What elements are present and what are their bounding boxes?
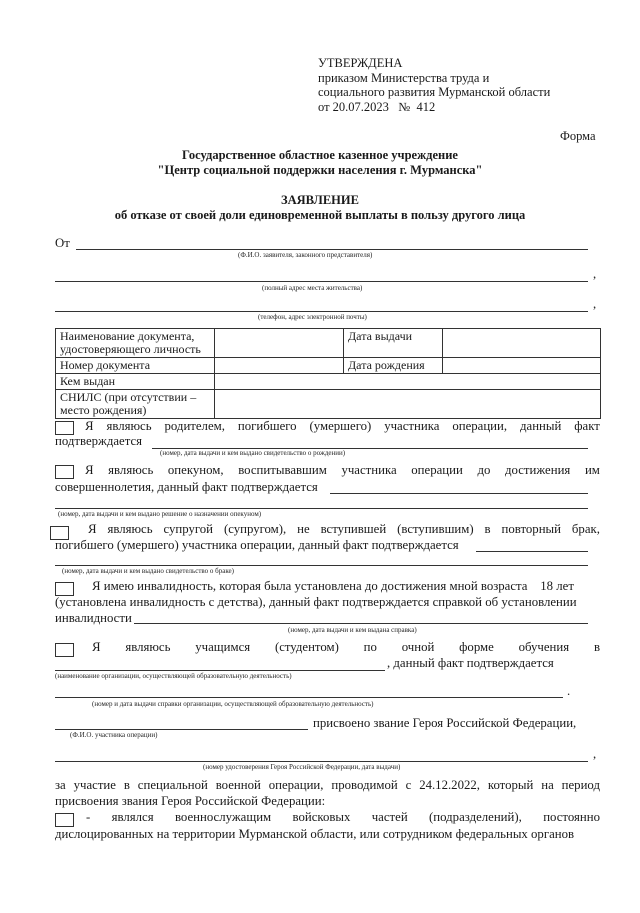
word: частей — [371, 810, 408, 824]
address-comma: , — [593, 267, 597, 281]
word: супругой — [163, 522, 214, 536]
word: вступившей — [320, 522, 387, 536]
word: военнослужащим — [174, 810, 272, 824]
birth-date-value[interactable] — [443, 358, 601, 374]
table-row — [56, 358, 601, 374]
word: очной — [401, 640, 435, 654]
hero-name-field[interactable] — [55, 729, 308, 730]
word: погибшего — [237, 419, 297, 433]
word: брак, — [571, 522, 600, 536]
approval-ministry: социального развития Мурманской области — [318, 85, 551, 99]
contact-comma: , — [593, 297, 597, 311]
word: постоянно — [543, 810, 600, 824]
doc-name-value[interactable] — [215, 329, 344, 358]
word: операции — [411, 463, 463, 477]
serviceman-checkbox[interactable] — [55, 813, 74, 827]
word: достижения — [505, 463, 571, 477]
spouse-proof-caption: (номер, дата выдачи и кем выдано свидетельство о браке) — [62, 567, 234, 575]
applicant-address-field[interactable] — [55, 281, 588, 282]
hero-title-text: присвоено звание Героя Российской Федерации, — [313, 716, 577, 730]
disability-proof-caption: (номер, дата выдачи и кем выдана справка) — [288, 626, 417, 634]
word: являюсь — [107, 522, 153, 536]
spouse-proof-field-2[interactable] — [55, 565, 588, 566]
guardian-option-line-2: совершеннолетия, данный факт подтверждается — [55, 480, 318, 494]
document-subtitle: об отказе от своей доли единовременной выплаты в пользу другого лица — [114, 208, 526, 222]
word: являюсь — [106, 419, 152, 433]
word: в — [593, 640, 600, 654]
word: военной — [215, 778, 261, 792]
student-organization-field[interactable] — [55, 670, 385, 671]
word: в — [123, 778, 130, 792]
word: который — [487, 778, 534, 792]
word: не — [297, 522, 310, 536]
hero-certificate-caption: (номер удостоверения Героя Российской Федерации, дата выдачи) — [203, 763, 401, 771]
word: (умершего) — [309, 419, 372, 433]
word: воспитывавшим — [238, 463, 327, 477]
word: в — [484, 522, 491, 536]
hero-name-caption: (Ф.И.О. участника операции) — [70, 731, 158, 739]
guardian-checkbox[interactable] — [55, 465, 74, 479]
issued-by-label: Кем выдан — [56, 374, 215, 390]
word: (студентом) — [274, 640, 339, 654]
word: операции, — [268, 778, 324, 792]
word: операции, — [452, 419, 508, 433]
word: им — [584, 463, 600, 477]
identity-document-table — [55, 328, 601, 419]
participation-line-2: присвоения звания Героя Российской Федерации: — [55, 794, 326, 808]
student-organization-caption: (наименование организации, осуществляющей образовательную деятельность) — [55, 672, 292, 680]
word: Я — [85, 419, 94, 433]
table-row — [56, 374, 601, 390]
hero-certificate-field[interactable] — [55, 761, 588, 762]
spouse-option-line-1 — [88, 522, 600, 537]
doc-number-value[interactable] — [215, 358, 344, 374]
word: специальной — [137, 778, 208, 792]
approval-block — [318, 56, 550, 114]
doc-name-label: Наименование документа, удостоверяющего личность — [56, 329, 215, 358]
issue-date-value[interactable] — [443, 329, 601, 358]
spouse-option-line-2: погибшего (умершего) участника операции, данный факт подтверждается — [55, 538, 459, 552]
word: период — [561, 778, 600, 792]
word: Я — [88, 522, 97, 536]
snils-label: СНИЛС (при отсутствии – место рождения) — [56, 390, 215, 419]
word: являлся — [111, 810, 154, 824]
word: участие — [73, 778, 116, 792]
student-dot: . — [567, 684, 571, 698]
approval-order: приказом Министерства труда и — [318, 70, 490, 85]
word: Я — [92, 640, 101, 654]
disability-option-line-1: Я имею инвалидность, которая была установлена до достижения мной возраста 18 лет — [92, 579, 574, 593]
parent-option-line-1 — [85, 419, 600, 434]
student-option-line-1 — [92, 640, 600, 655]
disability-option-line-3: инвалидности — [55, 611, 132, 625]
serviceman-option-line-1 — [86, 810, 600, 825]
word: форме — [459, 640, 494, 654]
spouse-proof-field-1[interactable] — [476, 551, 588, 552]
word: данный — [520, 419, 562, 433]
word: участника — [384, 419, 440, 433]
word: (вступившим) — [397, 522, 474, 536]
word: опекуном, — [167, 463, 224, 477]
organization-line-2: "Центр социальной поддержки населения г. Мурманска" — [157, 163, 483, 177]
word: до — [477, 463, 491, 477]
word: на — [541, 778, 554, 792]
word: участника — [341, 463, 397, 477]
disability-proof-field[interactable] — [134, 623, 588, 624]
approval-title: УТВЕРЖДЕНА — [318, 56, 403, 70]
word: факт — [574, 419, 600, 433]
issue-date-label: Дата выдачи — [344, 329, 443, 358]
disability-checkbox[interactable] — [55, 582, 74, 596]
parent-option-line-2: подтверждается — [55, 434, 143, 448]
hero-comma: , — [593, 747, 597, 761]
student-confirm-text: , данный факт подтверждается — [387, 656, 554, 670]
disability-option-line-2: (установлена инвалидность с детства), данный факт подтверждается справкой об установлении — [55, 595, 577, 609]
word: - — [86, 810, 91, 824]
serviceman-option-line-2: дислоцированных на территории Мурманской области, или сотрудником федеральных органов — [55, 827, 575, 841]
word: с — [405, 778, 412, 792]
word: (подразделений), — [429, 810, 522, 824]
word: 24.12.2022, — [419, 778, 480, 792]
guardian-proof-field-2[interactable] — [55, 508, 588, 509]
form-label: Форма — [560, 129, 596, 143]
word: по — [363, 640, 377, 654]
guardian-option-line-1 — [85, 463, 600, 478]
word: родителем, — [164, 419, 225, 433]
word: войсковых — [292, 810, 351, 824]
table-row — [56, 329, 601, 358]
word: являюсь — [125, 640, 171, 654]
student-certificate-caption: (номер и дата выдачи справки организации, осуществляющей образовательную деятельность) — [92, 700, 374, 708]
document-title: ЗАЯВЛЕНИЕ — [281, 193, 359, 207]
word: обучения — [518, 640, 570, 654]
applicant-address-caption: (полный адрес места жительства) — [262, 284, 363, 292]
student-certificate-field[interactable] — [55, 697, 563, 698]
from-label: От — [55, 236, 70, 250]
parent-proof-caption: (номер, дата выдачи и кем выдано свидетельство о рождении) — [160, 449, 346, 457]
word: за — [55, 778, 66, 792]
doc-number-label: Номер документа — [56, 358, 215, 374]
participation-line-1 — [55, 778, 600, 793]
word: повторный — [501, 522, 561, 536]
guardian-proof-caption: (номер, дата выдачи и кем выдано решение о назначении опекуном) — [58, 510, 262, 518]
applicant-contact-caption: (телефон, адрес электронной почты) — [258, 313, 367, 321]
student-checkbox[interactable] — [55, 643, 74, 657]
parent-checkbox[interactable] — [55, 421, 74, 435]
snils-value[interactable] — [215, 390, 601, 419]
word: Я — [85, 463, 94, 477]
applicant-contact-field[interactable] — [55, 311, 588, 312]
approval-date-number: от 20.07.2023 № 412 — [318, 99, 436, 114]
applicant-name-caption: (Ф.И.О. заявителя, законного представителя) — [238, 251, 373, 259]
table-row — [56, 390, 601, 419]
word: являюсь — [108, 463, 154, 477]
word: (супругом), — [223, 522, 287, 536]
birth-date-label: Дата рождения — [344, 358, 443, 374]
organization-line-1: Государственное областное казенное учреждение — [182, 148, 458, 162]
word: учащимся — [195, 640, 251, 654]
guardian-proof-field-1[interactable] — [330, 493, 588, 494]
applicant-name-field[interactable] — [76, 249, 588, 250]
word: проводимой — [331, 778, 398, 792]
issued-by-value[interactable] — [215, 374, 601, 390]
